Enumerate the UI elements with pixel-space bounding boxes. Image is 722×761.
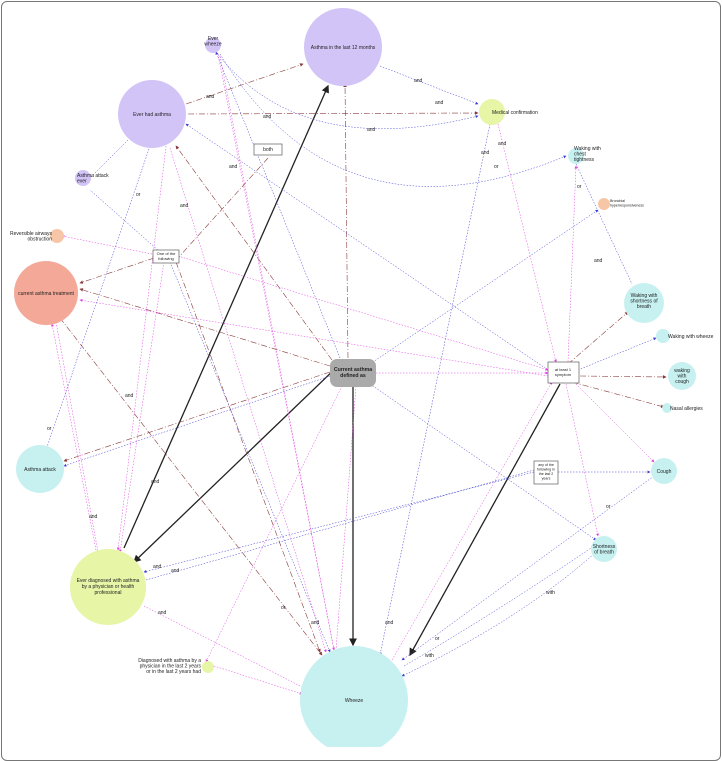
edge-label: and <box>435 100 444 106</box>
edge-center-attack <box>64 372 330 461</box>
edge-label: or <box>47 426 52 432</box>
edge-oneof-reversible <box>62 236 152 254</box>
node-medical-confirmation-label: Medical confirmation <box>492 110 538 116</box>
edge-center-attack2 <box>64 376 330 466</box>
edge-center-everwheeze <box>216 52 340 358</box>
edge-label: with <box>425 653 434 659</box>
edge-atleast1-wakewheeze <box>578 338 656 370</box>
edge-label: and <box>229 164 238 170</box>
edge-oneof-attack <box>90 190 160 252</box>
node-ever-diagnosed-label: Ever diagnosed with asthma by a physician or health professional <box>76 578 140 596</box>
edge-atleast1-cough <box>576 384 654 462</box>
edge-asthma12-medconf <box>380 66 478 104</box>
edge-atleast1-treatment <box>80 300 548 376</box>
node-wheeze-label: Wheeze <box>344 698 364 704</box>
edge-label: and <box>151 479 160 485</box>
edge-center-treatment <box>80 289 330 366</box>
node-current-asthma-defined-label: Current asthma defined as <box>333 367 373 379</box>
edge-label: and <box>367 127 376 133</box>
edge-label: or <box>606 504 611 510</box>
edge-everdiag-wheeze <box>144 606 304 688</box>
node-one-of-following-label: One of the following <box>156 251 176 261</box>
node-diagnosed-last-2-years <box>202 661 214 673</box>
edge-any2yrs-everdiag <box>144 472 534 572</box>
edge-label: or <box>577 184 582 190</box>
edge-label: and <box>498 141 507 147</box>
edge-medconf-wheeze <box>380 124 490 655</box>
edge-label: and <box>206 94 215 100</box>
node-waking-wheeze-label: Waking with wheeze <box>668 334 714 340</box>
node-reversible-obstruction <box>50 229 64 243</box>
node-waking-shortness-breath-label: Waking with shortness of breath <box>630 293 658 310</box>
edge-center-bronchodil <box>370 210 598 364</box>
edge-atleast1-wakechest <box>568 166 576 362</box>
edge-wheeze-atleast1 <box>392 382 552 660</box>
node-bronchial-label: Bronchial hyperresponsiveness <box>610 199 644 208</box>
node-any-following-label: any of the following in the last 2 years <box>537 463 555 481</box>
node-waking-chest-tightness-label: Waking with chest tightness <box>574 146 601 163</box>
edge-atleast1-wheeze <box>410 384 560 655</box>
edge-oneof-atleast1 <box>178 256 548 370</box>
edge-oneof-wheeze <box>176 262 320 652</box>
edge-center-shortbreath <box>370 384 596 540</box>
edge-label: or <box>494 164 499 170</box>
node-bronchial-hyperresponsiveness <box>598 198 610 210</box>
node-diagnosed-last-2-years-label: Diagnosed with asthma by a physician in the last 2 years or in the last 2 years had <box>138 658 201 675</box>
edge-everasthma-everdiag <box>118 146 166 550</box>
edge-everasthma-medconf <box>188 113 478 114</box>
node-waking-cough-label: waking with cough <box>674 368 690 385</box>
edge-oneof-treatment <box>80 258 154 283</box>
nodes <box>10 8 714 747</box>
edge-wakechest-wakebreath <box>576 164 632 284</box>
edge-label: and <box>594 258 603 264</box>
node-asthma-12-months-label: Asthma in the last 12 months <box>310 45 376 51</box>
node-reversible-label: Reversible airways obstruction <box>10 231 52 243</box>
edge-center-asthma12 <box>345 84 348 358</box>
node-ever-wheeze-label: Ever wheeze <box>204 36 222 48</box>
edge-atleast1-everasthma <box>186 124 548 370</box>
edge-label: and <box>180 203 189 209</box>
edge-label: and <box>158 610 167 616</box>
node-cough-label: Cough <box>656 469 672 475</box>
edge-label: and <box>125 393 134 399</box>
node-both-label: both <box>263 147 273 153</box>
edge-label: and <box>385 620 394 626</box>
edge-label: and <box>89 514 98 520</box>
edge-atleast1-nasal <box>572 382 664 407</box>
edge-label: and <box>171 568 180 574</box>
edge-oneof-wheeze2 <box>170 262 330 652</box>
edge-atleast1-wakecough <box>580 376 666 377</box>
edge-wheeze-shortbreath <box>404 546 594 666</box>
node-ever-had-asthma-label: Ever had asthma <box>133 112 171 118</box>
edge-medconf-atleast1 <box>498 124 556 362</box>
edge-label: or <box>435 636 440 642</box>
edge-center-everasthma <box>176 146 332 360</box>
node-wheeze <box>300 646 408 747</box>
node-at-least-1-label: at least 1 symptom <box>554 367 572 377</box>
edge-atleast1-wakebreath <box>568 312 628 364</box>
node-nasal-allergies-label: Nasal allergies <box>670 406 703 412</box>
edge-label: and <box>263 114 272 120</box>
edge-center-everdiag <box>134 366 338 562</box>
node-current-asthma-treatment-label: current asthma treatment <box>18 291 74 297</box>
edge-everwheeze-wakechest <box>220 54 566 186</box>
edge-everdiag-cough <box>146 470 534 580</box>
edge-label: and <box>311 620 320 626</box>
edge-label: and <box>153 564 162 570</box>
edge-label: and <box>414 78 423 84</box>
edge-cough-wheeze <box>402 476 654 660</box>
edge-label: with <box>546 590 555 596</box>
node-asthma-attack-ever-label: Asthma attack ever <box>77 173 109 185</box>
edge-both-wheeze <box>178 158 268 258</box>
edge-everasthma-asthma12 <box>186 64 303 104</box>
edge-label: and <box>481 150 490 156</box>
edge-label: or <box>281 605 286 611</box>
edge-label: or <box>136 192 141 198</box>
node-asthma-attack-label: Asthma attack <box>24 467 56 473</box>
node-shortness-breath-label: Shortness of breath <box>592 544 616 556</box>
edge-atleast1-shortbreath <box>566 384 598 536</box>
